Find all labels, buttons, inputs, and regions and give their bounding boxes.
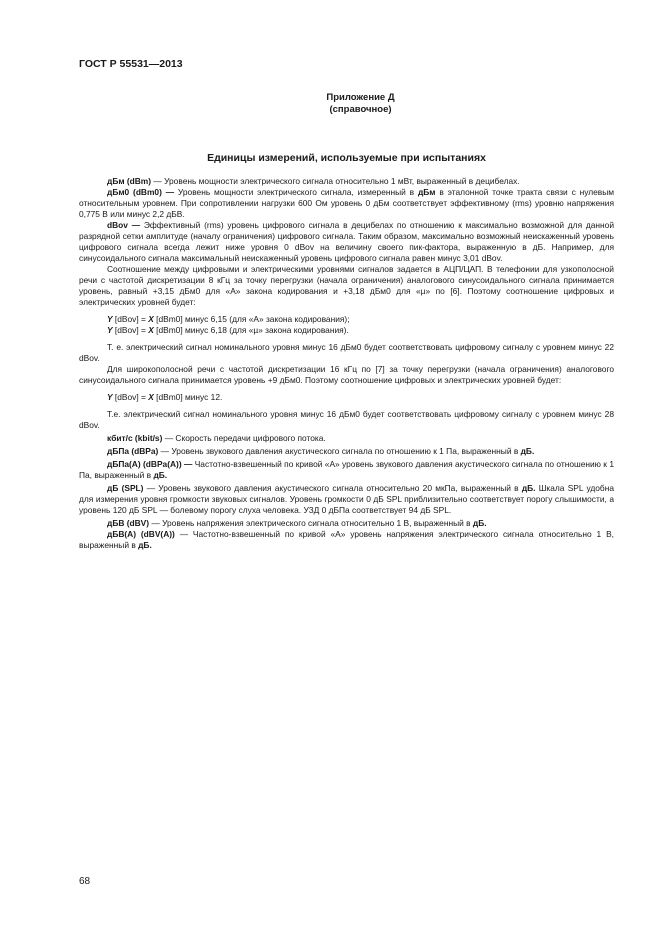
annex-label: Приложение Д	[326, 92, 395, 103]
page-number: 68	[79, 876, 91, 887]
definition-dbm0: дБм0 (dBm0) — Уровень мощности электрического сигнала, измеренный в дБм в эталонной точке тракта связи с нулевым относительным уровнем. При сопротивлении нагрузки 600 Ом уровень 0 дБм соответствует эффективному (rms) уровню напряжения 0,775 В или минус 2,2 дБВ.	[79, 187, 614, 219]
definition-dbpa-a: дБПа(А) (dBPa(A)) — Частотно-взвешенный по кривой «А» уровень звукового давления акустического сигнала по отношению к 1 Па, выраженный в дБ.	[79, 459, 614, 480]
definition-dbv: дБВ (dBV) — Уровень напряжения электрического сигнала относительно 1 В, выраженный в дБ.	[107, 518, 487, 528]
annex-heading	[0, 92, 661, 116]
formula: Y [dBov] = X [dBm0] минус 6,18 (для «µ» закона кодирования).	[107, 325, 349, 335]
definition-dbpa: дБПа (dBPa) — Уровень звукового давления акустического сигнала по отношению к 1 Па, выраженный в дБ.	[107, 446, 535, 456]
definition-dbm: дБм (dBm) — Уровень мощности электрического сигнала относительно 1 мВт, выраженный в децибелах.	[107, 176, 520, 186]
definition-kbits: кбит/с (kbit/s) — Скорость передачи цифрового потока.	[107, 433, 326, 443]
definition-dbov: dBov — Эффективный (rms) уровень цифрового сигнала в децибелах по отношению к максимально возможной для данной разрядной сетки амплитуде (началу ограничения) цифрового сигнала. Таким образом, максимально возможный неискаженный уровень цифрового сигнала всегда лежит ниже уровня 0 dBov на величину своего пик-фактора, выраженную в дБ. Например, для синусоидального сигнала максимальный неискаженный уровень цифрового сигнала равен минус 3,01 dBov.	[79, 220, 615, 263]
paragraph-example-wideband: Т.е. электрический сигнал номинального уровня минус 16 дБм0 будет соответствовать цифровому сигналу с уровнем минус 28 dBov.	[79, 409, 614, 430]
document-body	[79, 176, 614, 551]
document-header: ГОСТ Р 55531—2013	[79, 58, 183, 70]
formula: Y [dBov] = X [dBm0] минус 6,15 (для «A» закона кодирования);	[107, 314, 350, 324]
definition-db-spl: дБ (SPL) — Уровень звукового давления акустического сигнала относительно 20 мкПа, выраженный в дБ. Шкала SPL удобна для измерения уровня громкости звуковых сигналов. Уровень громкости 0 дБ SPL приблизительно соответствует порогу слышимости, а уровень 120 дБ SPL — болевому порогу слуха человека. УЗД 0 дБПа соответствует 94 дБ SPL.	[79, 483, 615, 515]
section-title: Единицы измерений, используемые при испытаниях	[207, 152, 486, 164]
formula: Y [dBov] = X [dBm0] минус 12.	[107, 392, 223, 402]
paragraph-example-narrowband: Т. е. электрический сигнал номинального уровня минус 16 дБм0 будет соответствовать цифровому сигналу с уровнем минус 22 dBov.	[79, 342, 614, 363]
annex-type: (справочное)	[329, 104, 392, 115]
definition-dbv-a: дБВ(А) (dBV(A)) — Частотно-взвешенный по кривой «А» уровень напряжения электрического сигнала относительно 1 В, выраженный в дБ.	[79, 529, 614, 550]
paragraph-wideband: Для широкополосной речи с частотой дискретизации 16 кГц по [7] за точку перегрузки (начала ограничения) аналогового синусоидального сигнала принимается уровень +9 дБм0. Поэтому соотношение цифровых и электрических уровней будет:	[79, 364, 614, 385]
paragraph-level-ratio: Соотношение между цифровыми и электрическими уровнями сигналов задается в АЦП/ЦАП. В телефонии для узкополосной речи с частотой дискретизации 8 кГц за точку перегрузки (начала ограничения) аналогового синусоидального сигнала принимается уровень, равный +3,15 дБм0 для «A» закона кодирования и +3,18 дБм0 для «µ» по [6]. Поэтому соотношение цифровых и электрических уровней будет:	[79, 264, 614, 307]
